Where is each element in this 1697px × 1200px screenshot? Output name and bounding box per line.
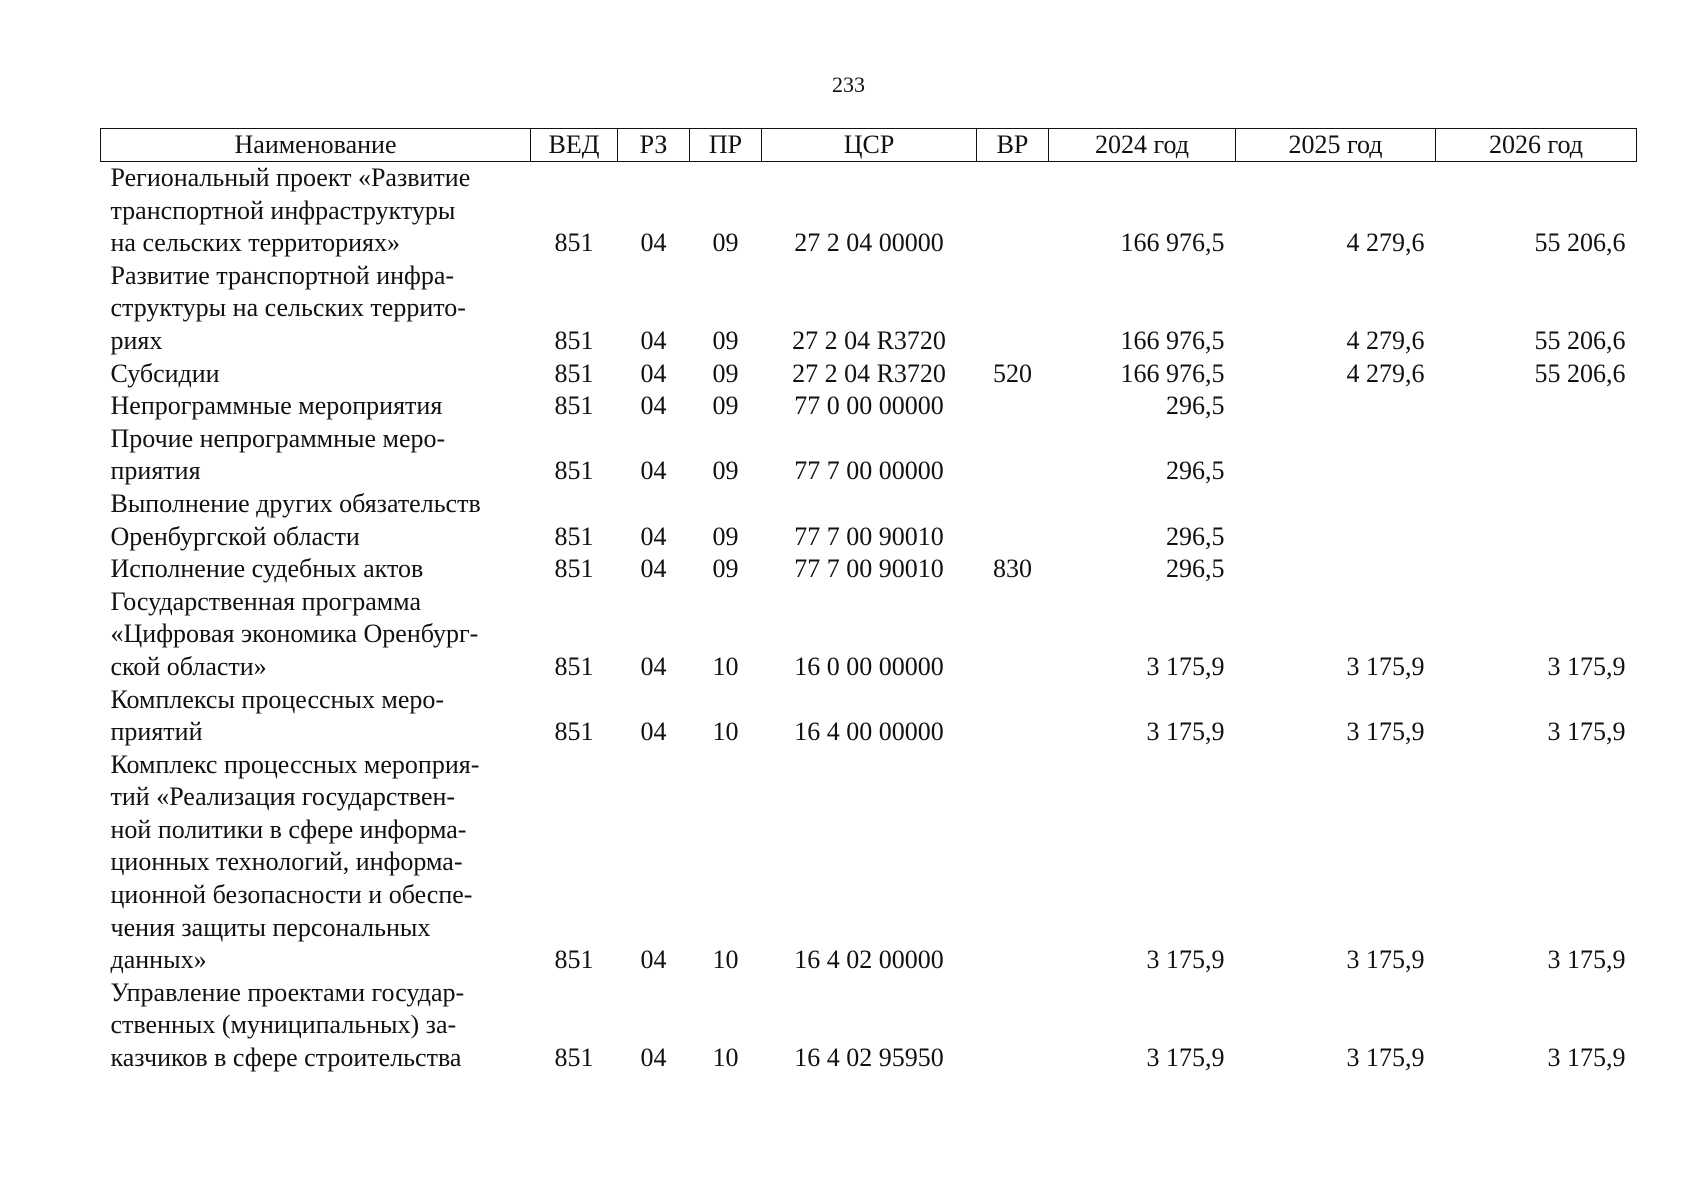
row-2024-value: 296,5 [1166, 391, 1225, 421]
row-ved: 851 [554, 651, 594, 681]
row-name: Прочие непрограммные меро- приятия [110, 423, 446, 486]
row-csr: 27 2 04 R3720 [792, 325, 946, 355]
row-pr: 10 [712, 945, 739, 975]
row-pr: 10 [712, 1043, 739, 1073]
row-pr: 09 [712, 358, 739, 388]
row-vr [977, 488, 1049, 553]
row-name: Региональный проект «Развитие транспортной инфраструктуры на сельских территориях» [110, 163, 471, 258]
row-csr: 16 4 02 95950 [794, 1043, 944, 1073]
header-ved: ВЕД [531, 129, 618, 162]
row-2025-value [1236, 488, 1436, 553]
row-2024-value: 296,5 [1166, 521, 1225, 551]
row-pr: 10 [712, 717, 739, 747]
row-vr [977, 390, 1049, 423]
row-csr: 16 4 02 00000 [794, 945, 944, 975]
row-ved: 851 [554, 1043, 594, 1073]
header-2025: 2025 год [1236, 129, 1436, 162]
row-ved: 851 [554, 945, 594, 975]
row-csr: 77 0 00 00000 [794, 391, 944, 421]
row-ved: 851 [554, 391, 594, 421]
row-ved: 851 [554, 521, 594, 551]
row-csr: 77 7 00 90010 [794, 554, 944, 584]
row-ved: 851 [554, 325, 594, 355]
table-row [101, 684, 1637, 749]
row-2026-value: 3 175,9 [1547, 717, 1626, 747]
row-csr: 27 2 04 00000 [794, 228, 944, 258]
row-ved: 851 [554, 717, 594, 747]
header-name: Наименование [101, 129, 531, 162]
row-2026-value: 55 206,6 [1534, 228, 1626, 258]
row-name: Субсидии [110, 358, 220, 388]
row-pr: 09 [712, 521, 739, 551]
row-name: Выполнение других обязательств Оренбургской области [110, 488, 481, 551]
row-2024-value: 296,5 [1166, 456, 1225, 486]
table-header [101, 129, 1637, 162]
row-2025-value [1236, 390, 1436, 423]
table-row [101, 977, 1637, 1075]
row-rz: 04 [640, 325, 667, 355]
row-pr: 09 [712, 554, 739, 584]
row-rz: 04 [640, 717, 667, 747]
table-row [101, 162, 1637, 260]
table-row [101, 586, 1637, 684]
row-ved: 851 [554, 358, 594, 388]
row-2024-value: 3 175,9 [1146, 651, 1225, 681]
row-vr [977, 162, 1049, 260]
row-name: Управление проектами государ- ственных (муниципальных) за- казчиков в сфере строительства [110, 977, 465, 1073]
budget-table [100, 128, 1637, 1075]
row-2025-value: 4 279,6 [1346, 228, 1425, 258]
table-row [101, 488, 1637, 553]
table-body [101, 162, 1637, 1075]
row-2024-value: 296,5 [1166, 554, 1225, 584]
row-2025-value: 3 175,9 [1346, 1043, 1425, 1073]
row-2024-value: 166 976,5 [1120, 325, 1225, 355]
row-rz: 04 [640, 945, 667, 975]
row-csr: 77 7 00 90010 [794, 521, 944, 551]
row-ved: 851 [554, 554, 594, 584]
row-2026-value [1436, 488, 1637, 553]
table-row [101, 423, 1637, 488]
row-pr: 09 [712, 456, 739, 486]
row-csr: 16 0 00 00000 [794, 651, 944, 681]
row-2025-value: 3 175,9 [1346, 717, 1425, 747]
row-rz: 04 [640, 521, 667, 551]
header-pr: ПР [690, 129, 762, 162]
row-vr [977, 260, 1049, 358]
row-2024-value: 166 976,5 [1120, 358, 1225, 388]
row-name: Комплексы процессных меро- приятий [110, 684, 445, 747]
row-2026-value: 55 206,6 [1534, 358, 1626, 388]
row-2024-value: 3 175,9 [1146, 717, 1225, 747]
header-rz: РЗ [618, 129, 690, 162]
table-row [101, 749, 1637, 977]
table-row [101, 260, 1637, 358]
row-2024-value: 3 175,9 [1146, 1043, 1225, 1073]
row-vr [977, 749, 1049, 977]
row-name: Государственная программа «Цифровая экономика Оренбург- ской области» [110, 586, 479, 681]
row-2026-value: 55 206,6 [1534, 325, 1626, 355]
row-2025-value: 4 279,6 [1346, 358, 1425, 388]
header-row [101, 129, 1637, 162]
header-csr: ЦСР [762, 129, 977, 162]
row-2025-value: 3 175,9 [1346, 945, 1425, 975]
header-2026: 2026 год [1436, 129, 1637, 162]
row-2024-value: 166 976,5 [1120, 228, 1225, 258]
row-ved: 851 [554, 228, 594, 258]
row-pr: 09 [712, 391, 739, 421]
row-name: Исполнение судебных актов [110, 554, 424, 584]
row-rz: 04 [640, 358, 667, 388]
header-2024: 2024 год [1049, 129, 1236, 162]
row-2026-value [1436, 423, 1637, 488]
row-2025-value [1236, 423, 1436, 488]
row-2024-value: 3 175,9 [1146, 945, 1225, 975]
row-rz: 04 [640, 228, 667, 258]
row-csr: 16 4 00 00000 [794, 717, 944, 747]
row-rz: 04 [640, 391, 667, 421]
table-row [101, 390, 1637, 423]
row-rz: 04 [640, 554, 667, 584]
row-pr: 09 [712, 325, 739, 355]
row-vr [977, 684, 1049, 749]
row-name: Комплекс процессных мероприя- тий «Реализация государствен- ной политики в сфере информа- ционных технологий, информа- ционной безопасности и обеспе- чения защиты персональных данных» [110, 749, 480, 975]
row-2026-value: 3 175,9 [1547, 945, 1626, 975]
row-csr: 27 2 04 R3720 [792, 358, 946, 388]
table-row [101, 553, 1637, 586]
row-vr: 520 [993, 358, 1032, 388]
row-2025-value: 4 279,6 [1346, 325, 1425, 355]
row-vr [977, 423, 1049, 488]
row-name: Развитие транспортной инфра- структуры на сельских террито- риях [110, 260, 466, 355]
row-pr: 09 [712, 228, 739, 258]
row-vr: 830 [993, 554, 1032, 584]
row-2025-value: 3 175,9 [1346, 651, 1425, 681]
table-row [101, 358, 1637, 391]
row-2026-value: 3 175,9 [1547, 651, 1626, 681]
row-rz: 04 [640, 1043, 667, 1073]
row-2026-value [1436, 553, 1637, 586]
row-vr [977, 977, 1049, 1075]
row-2026-value: 3 175,9 [1547, 1043, 1626, 1073]
row-ved: 851 [554, 456, 594, 486]
row-pr: 10 [712, 651, 739, 681]
row-2025-value [1236, 553, 1436, 586]
row-2026-value [1436, 390, 1637, 423]
row-csr: 77 7 00 00000 [794, 456, 944, 486]
header-vr: ВР [977, 129, 1049, 162]
row-name: Непрограммные мероприятия [110, 391, 443, 421]
row-rz: 04 [640, 456, 667, 486]
row-rz: 04 [640, 651, 667, 681]
page-number: 233 [832, 72, 865, 97]
row-vr [977, 586, 1049, 684]
